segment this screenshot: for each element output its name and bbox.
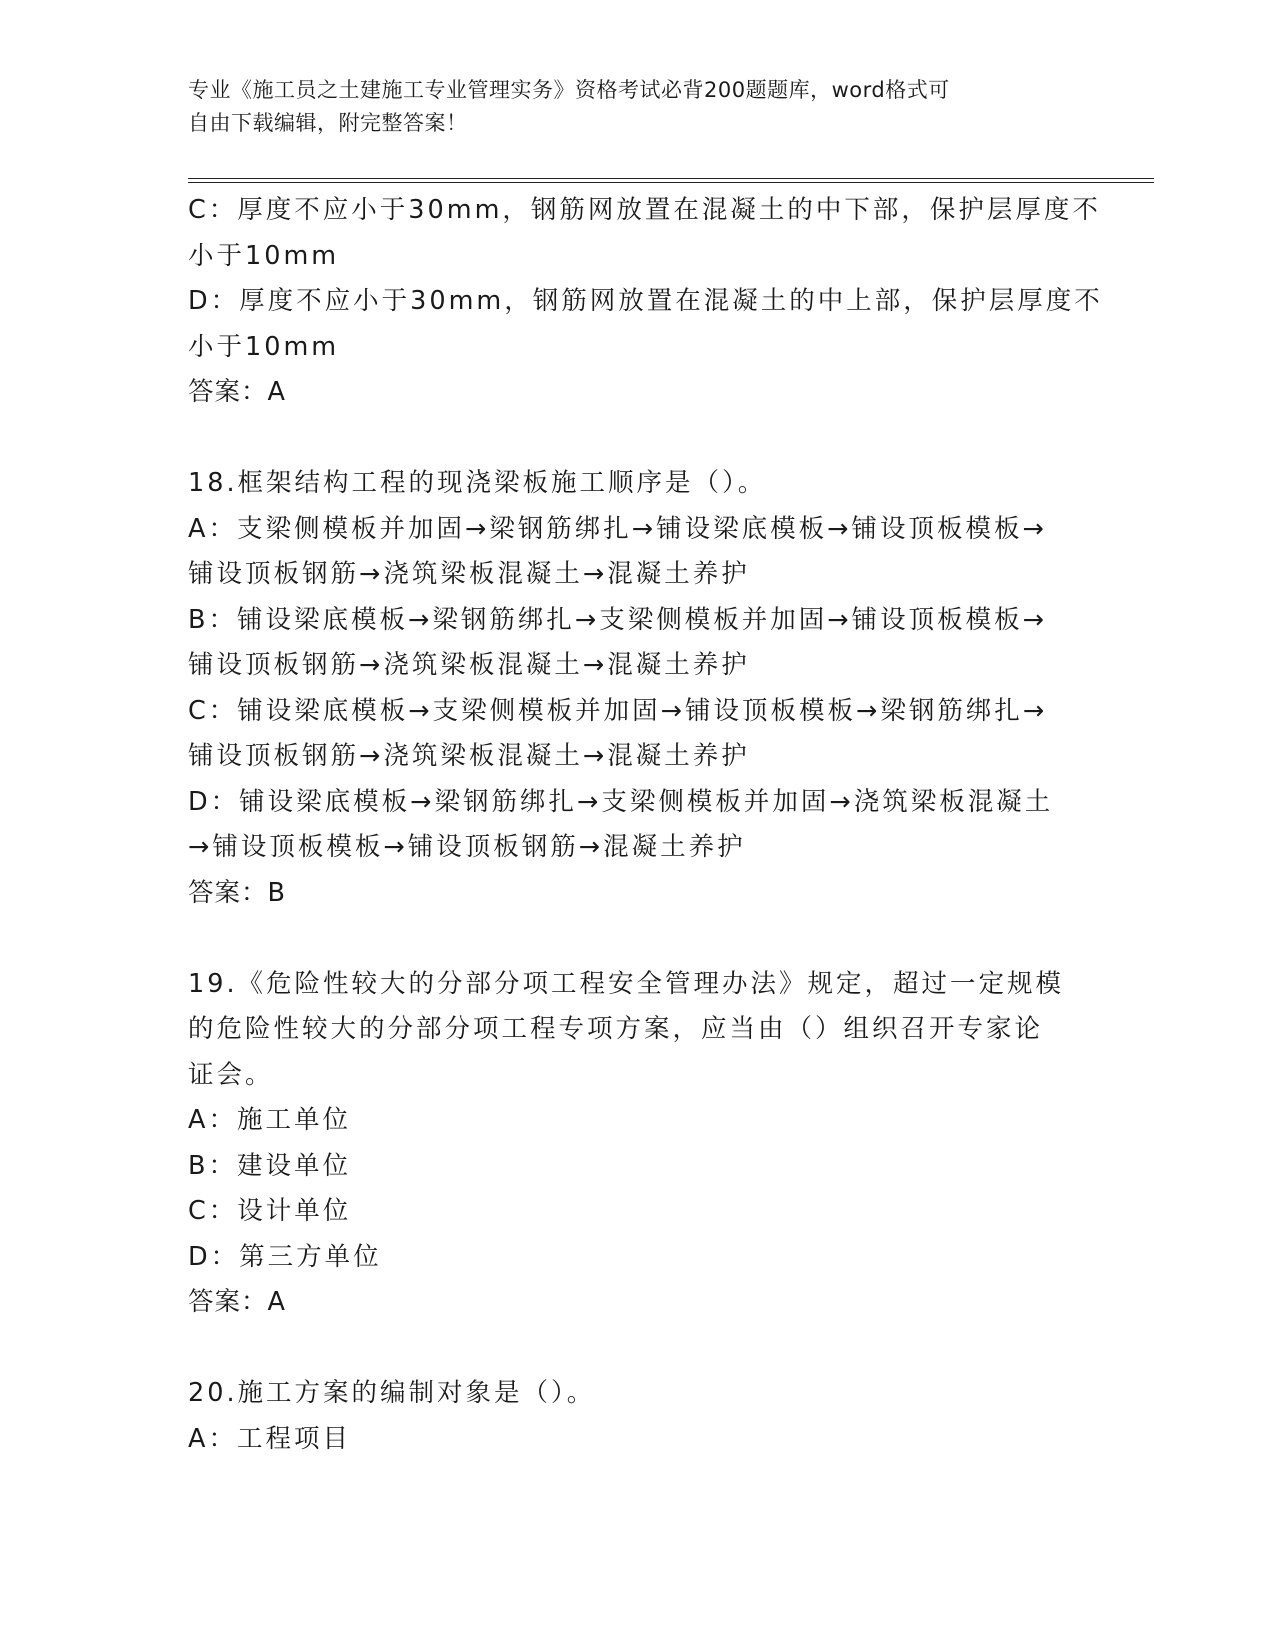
q17-option-d-line-1: D：厚度不应小于30mm，钢筋网放置在混凝土的中上部，保护层厚度不: [188, 286, 1103, 316]
spacer: [188, 416, 1088, 462]
q18-option-c-line-2: 铺设顶板钢筋→浇筑梁板混凝土→混凝土养护: [188, 741, 750, 771]
question-content: [188, 188, 1103, 1462]
q18-option-b-line-1: B：铺设梁底模板→梁钢筋绑扎→支梁侧模板并加固→铺设顶板模板→: [188, 604, 1047, 635]
q18-option-c-line-1: C：铺设梁底模板→支梁侧模板并加固→铺设顶板模板→梁钢筋绑扎→: [188, 695, 1048, 726]
q17-answer: 答案：A: [188, 377, 286, 407]
q17-option-c-line-2: 小于10mm: [188, 240, 340, 271]
q18-question: 18.框架结构工程的现浇梁板施工顺序是（）。: [188, 468, 767, 498]
question-19: [188, 962, 1088, 1326]
q18-answer: 答案：B: [188, 877, 286, 908]
q17-option-d-line-2: 小于10mm: [188, 331, 340, 362]
spacer: [188, 1326, 1088, 1372]
q19-option-c: C：设计单位: [188, 1196, 352, 1226]
q19-question-line-1: 19.《危险性较大的分部分项工程安全管理办法》规定，超过一定规模: [188, 968, 1065, 999]
q18-option-a-line-1: A：支梁侧模板并加固→梁钢筋绑扎→铺设梁底模板→铺设顶板模板→: [188, 513, 1047, 544]
q18-option-d-line-1: D：铺设梁底模板→梁钢筋绑扎→支梁侧模板并加固→浇筑梁板混凝土: [188, 786, 1054, 817]
q20-question: 20.施工方案的编制对象是（）。: [188, 1378, 596, 1408]
header-divider: [188, 178, 1154, 183]
question-18: [188, 461, 1088, 916]
question-17: [188, 188, 1103, 416]
header-title-line-1: 专业《施工员之土建施工专业管理实务》资格考试必背200题题库，word格式可: [188, 78, 950, 102]
q19-answer: 答案：A: [188, 1287, 286, 1317]
q18-option-b-line-2: 铺设顶板钢筋→浇筑梁板混凝土→混凝土养护: [188, 650, 750, 680]
q20-option-a: A：工程项目: [188, 1423, 351, 1454]
q19-question-line-2: 的危险性较大的分部分项工程专项方案，应当由（）组织召开专家论: [188, 1014, 1044, 1044]
q19-option-b: B：建设单位: [188, 1150, 351, 1181]
q19-option-a: A：施工单位: [188, 1105, 351, 1135]
header-title-line-2: 自由下载编辑，附完整答案！: [188, 111, 468, 135]
document-header: [188, 74, 1068, 140]
q18-option-a-line-2: 铺设顶板钢筋→浇筑梁板混凝土→混凝土养护: [188, 559, 750, 589]
question-20: [188, 1371, 1088, 1462]
q18-option-d-line-2: →铺设顶板模板→铺设顶板钢筋→混凝土养护: [188, 832, 746, 862]
q17-option-c-line-1: C：厚度不应小于30mm，钢筋网放置在混凝土的中下部，保护层厚度不: [188, 195, 1101, 225]
q19-question-line-3: 证会。: [188, 1059, 274, 1090]
q19-option-d: D：第三方单位: [188, 1241, 382, 1272]
spacer: [188, 916, 1088, 962]
